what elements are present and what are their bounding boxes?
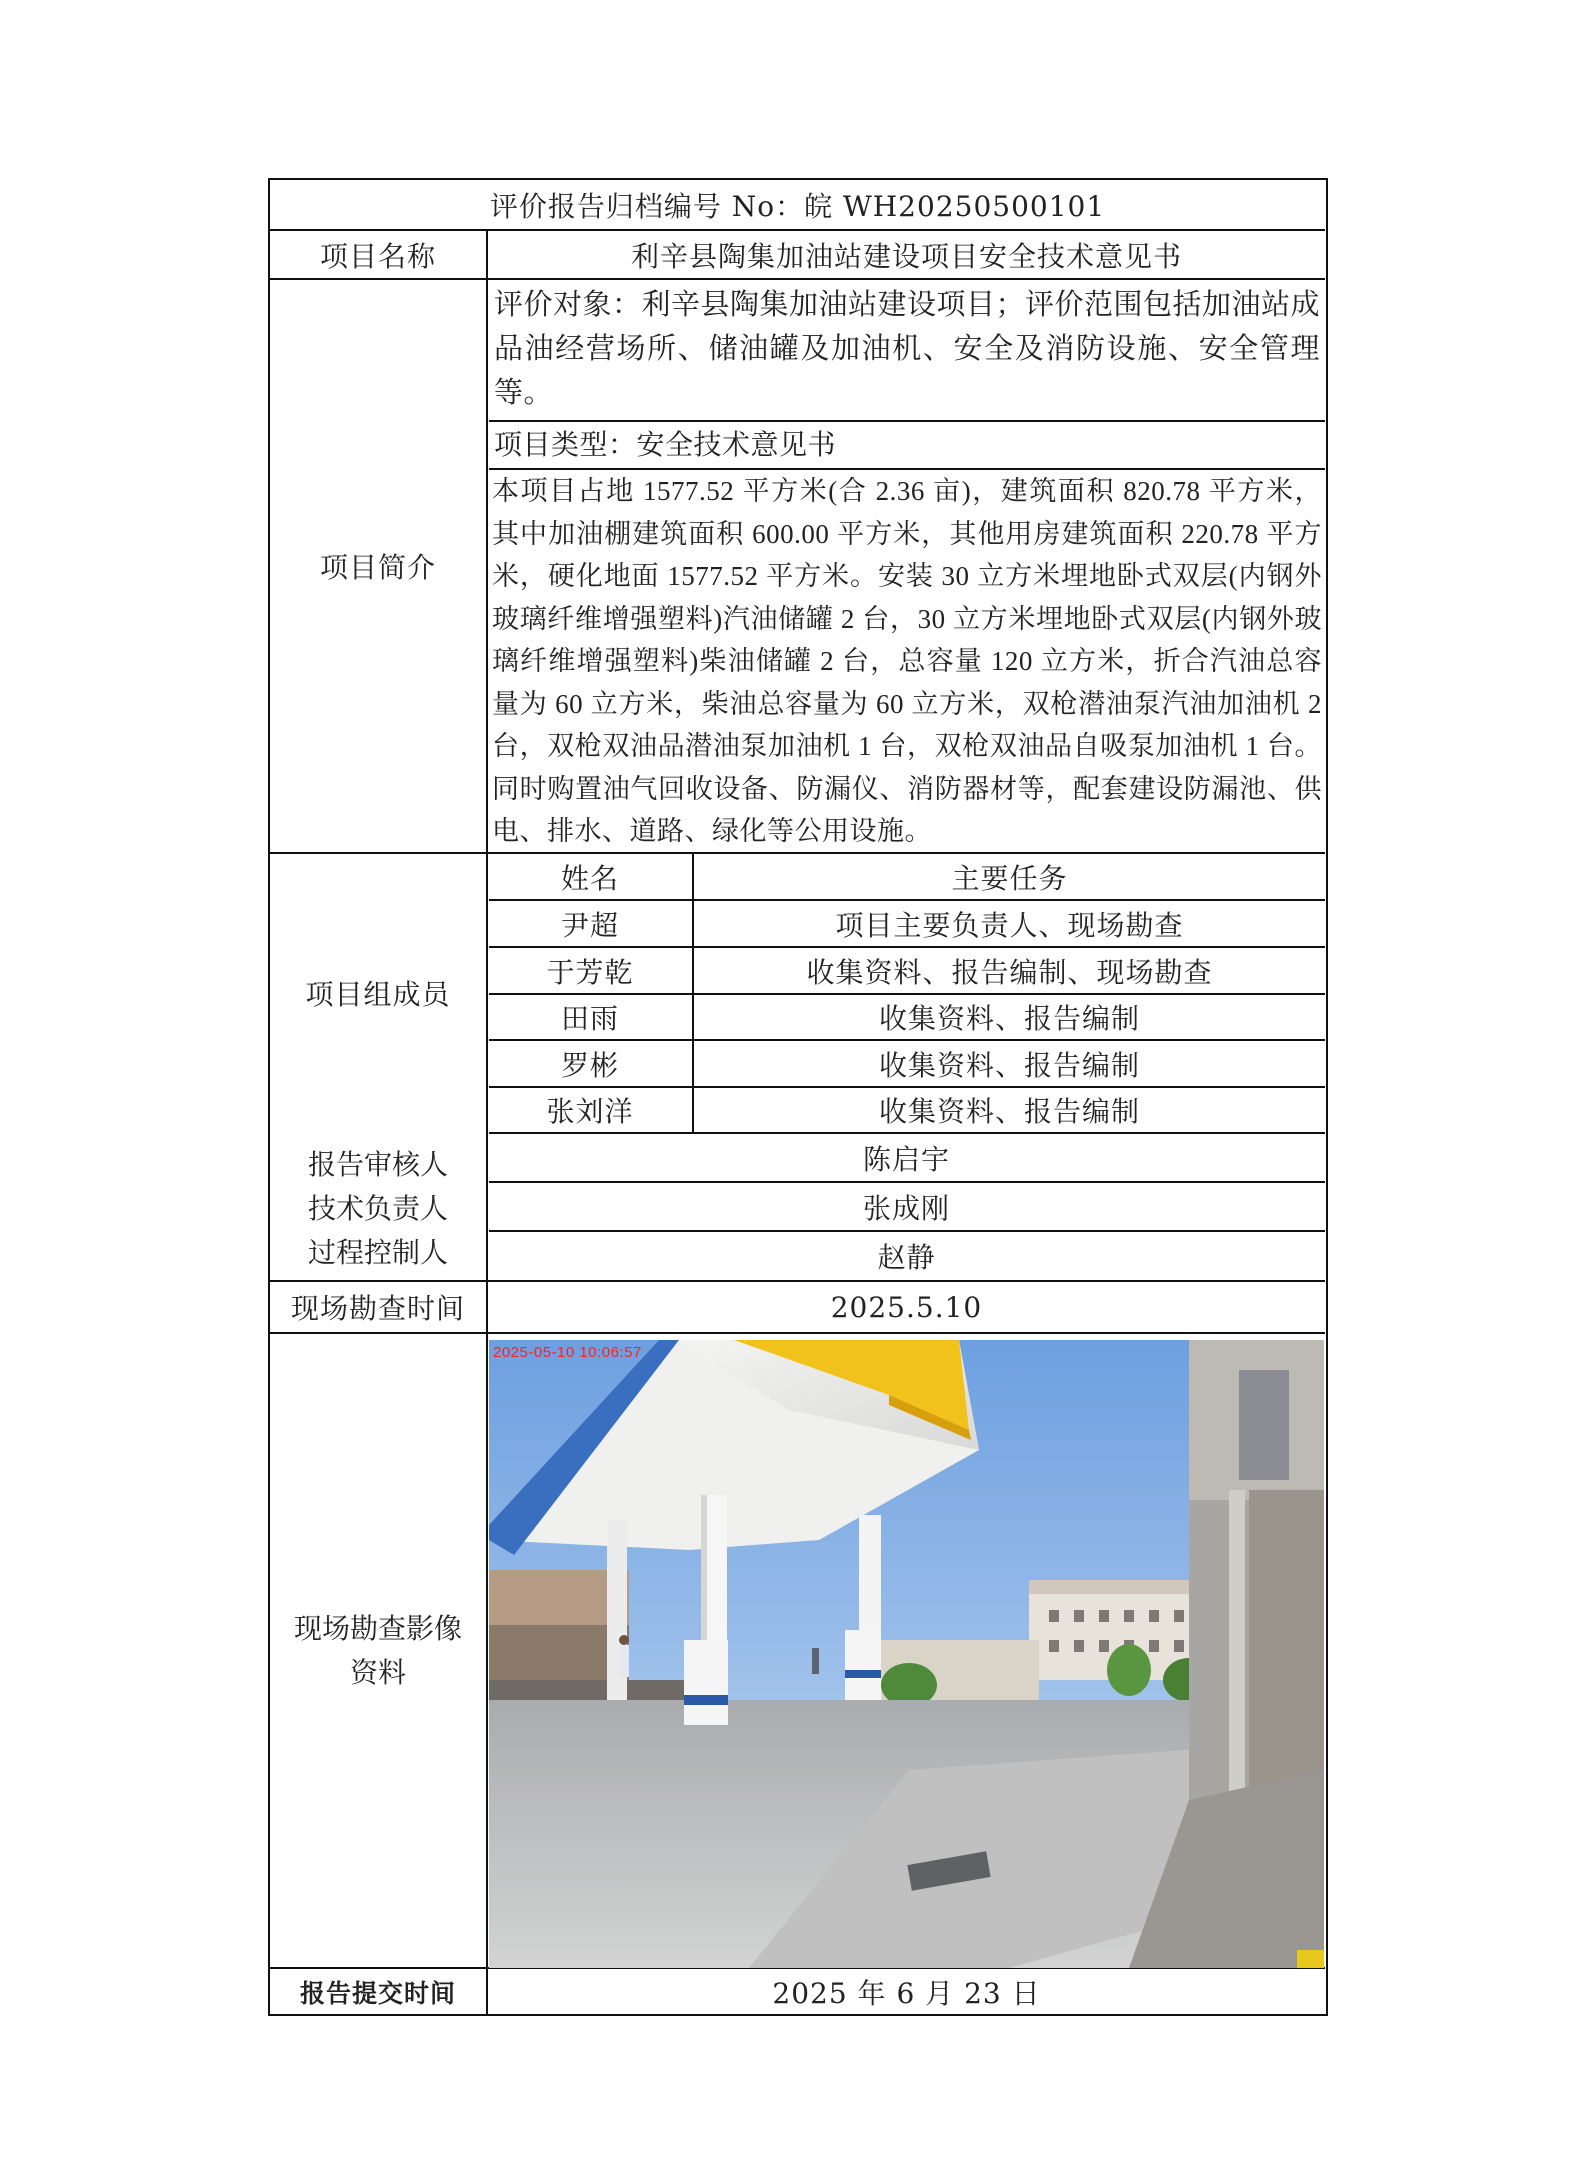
archive-number: 评价报告归档编号 No：皖 WH20250500101 <box>489 189 1106 223</box>
member-name: 罗彬 <box>560 1048 619 1082</box>
survey-time-value: 2025.5.10 <box>830 1290 983 1324</box>
member-task: 收集资料、报告编制 <box>878 1002 1140 1035</box>
gas-station-site-photo <box>489 1340 1324 1968</box>
member-name: 田雨 <box>560 1002 619 1035</box>
project-description: 本项目占地 1577.52 平方米(合 2.36 亩)，建筑面积 820.78 平方米，其中加油棚建筑面积 600.00 平方米，其他用房建筑面积 220.78 平方米，硬化地面 1577.52 平方米。安装 30 立方米埋地卧式双层(内钢外玻璃纤维增强塑料)汽油储罐 2 台，30 立方米埋地卧式双层(内钢外玻璃纤维增强塑料)柴油储罐 2 台，总容量 120 立方米，折合汽油总容量为 60 立方米，柴油总容量为 60 立方米，双枪潜油泵汽油加油机 2 台，双枪双油品潜油泵加油机 1 台，双枪双油品自吸泵加油机 1 台。同时购置油气回收设备、防漏仪、消防器材等，配套建设防漏池、供电、排水、道路、绿化等公用设施。 <box>492 476 1322 846</box>
project-name-value: 利辛县陶集加油站建设项目安全技术意见书 <box>630 239 1182 273</box>
tech-lead-label: 技术负责人 <box>307 1192 448 1225</box>
submit-time-value: 2025 年 6 月 23 日 <box>772 1977 1041 2010</box>
archive-record-table <box>268 178 1328 2016</box>
member-name: 尹超 <box>560 908 619 942</box>
survey-photo-label <box>270 1334 486 1967</box>
survey-photo-label-line1: 现场勘查影像 <box>293 1611 462 1645</box>
process-controller-label: 过程控制人 <box>307 1236 448 1269</box>
survey-photo-label-line2: 资料 <box>349 1655 406 1689</box>
reviewer-name: 陈启宇 <box>862 1142 950 1176</box>
member-task: 收集资料、报告编制 <box>878 1048 1140 1082</box>
members-header-task: 主要任务 <box>951 861 1068 895</box>
intro-label: 项目简介 <box>319 551 436 584</box>
project-name-label: 项目名称 <box>319 239 436 273</box>
submit-time-label: 报告提交时间 <box>299 1979 456 2008</box>
members-label: 项目组成员 <box>305 978 451 1011</box>
member-name: 张刘洋 <box>546 1095 634 1128</box>
members-header-name: 姓名 <box>560 861 619 895</box>
member-task: 收集资料、报告编制、现场勘查 <box>806 955 1213 989</box>
survey-time-label: 现场勘查时间 <box>290 1292 465 1325</box>
tech-lead-name: 张成刚 <box>862 1191 950 1225</box>
process-controller-name: 赵静 <box>877 1241 936 1274</box>
member-task: 项目主要负责人、现场勘查 <box>835 908 1184 942</box>
project-type: 项目类型：安全技术意见书 <box>494 428 837 461</box>
member-name: 于芳乾 <box>546 955 634 989</box>
reviewer-label: 报告审核人 <box>307 1148 448 1181</box>
evaluation-scope: 评价对象：利辛县陶集加油站建设项目；评价范围包括加油站成品油经营场所、储油罐及加油机、安全及消防设施、安全管理等。 <box>494 287 1321 409</box>
roles-labels <box>270 1140 486 1278</box>
photo-timestamp: 2025-05-10 10:06:57 <box>493 1344 642 1361</box>
member-task: 收集资料、报告编制 <box>878 1095 1140 1128</box>
